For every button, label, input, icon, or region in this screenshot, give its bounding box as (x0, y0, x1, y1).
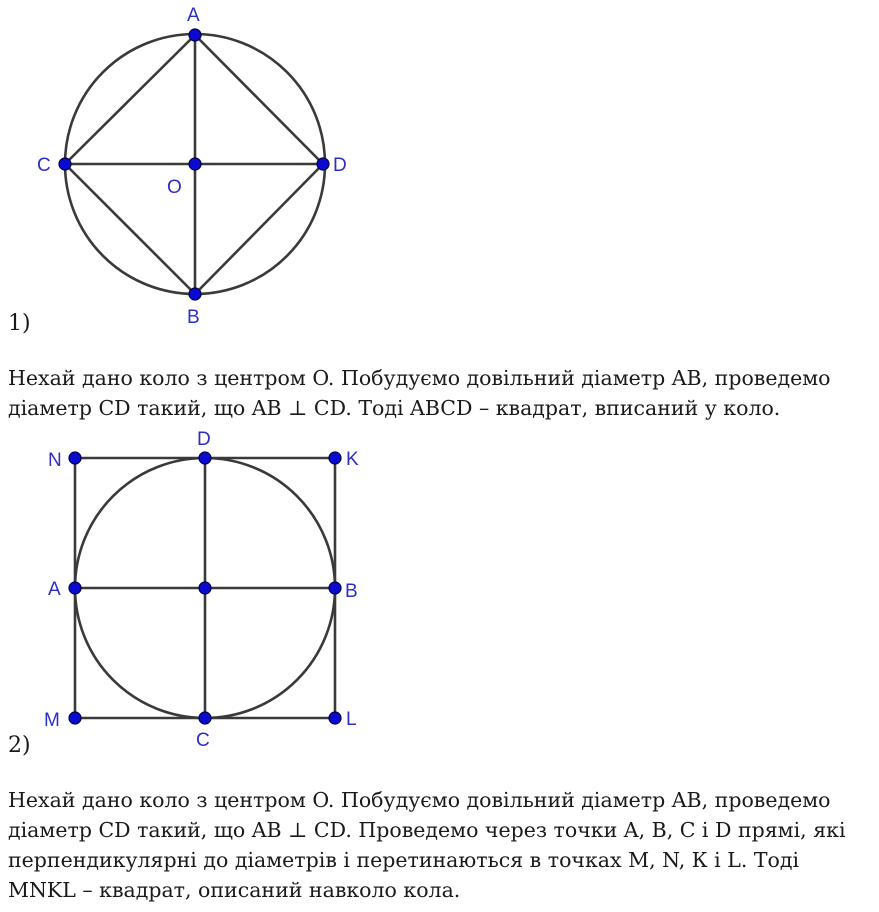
label-a-2: A (48, 579, 61, 600)
point-m (69, 712, 81, 724)
point-c-2 (199, 712, 211, 724)
label-a: A (187, 5, 200, 26)
figure-1-number: 1) (8, 311, 31, 336)
label-n: N (48, 450, 62, 471)
label-m: M (44, 710, 60, 731)
label-d-2: D (197, 429, 211, 450)
label-l: L (346, 709, 357, 730)
label-k: K (346, 449, 359, 470)
figure-2-number: 2) (8, 733, 31, 758)
paragraph-2: Нехай дано коло з центром O. Побудуємо довільний діаметр AB, проведемо діаметр CD такий, що AB ⊥ CD. Проведемо через точки A, B, C і D прямі, які перпендикулярні до діаметрів і перетинаються в точках M, N, К і L. Тоді MNKL – квадрат, описаний навколо кола. (8, 788, 846, 902)
point-k (329, 452, 341, 464)
point-o-2 (199, 582, 211, 594)
label-c: C (37, 155, 51, 176)
point-l (329, 712, 341, 724)
paragraph-1: Нехай дано коло з центром O. Побудуємо довільний діаметр AB, проведемо діаметр CD такий, що AB ⊥ CD. Тоді ABCD – квадрат, вписаний у коло. (8, 366, 831, 420)
point-n (69, 452, 81, 464)
point-a-2 (69, 582, 81, 594)
point-b-2 (329, 582, 341, 594)
label-c-2: C (196, 730, 210, 751)
label-d: D (333, 155, 347, 176)
label-b: B (187, 307, 200, 328)
label-o: O (167, 177, 182, 198)
point-d-2 (199, 452, 211, 464)
label-b-2: B (345, 581, 358, 602)
